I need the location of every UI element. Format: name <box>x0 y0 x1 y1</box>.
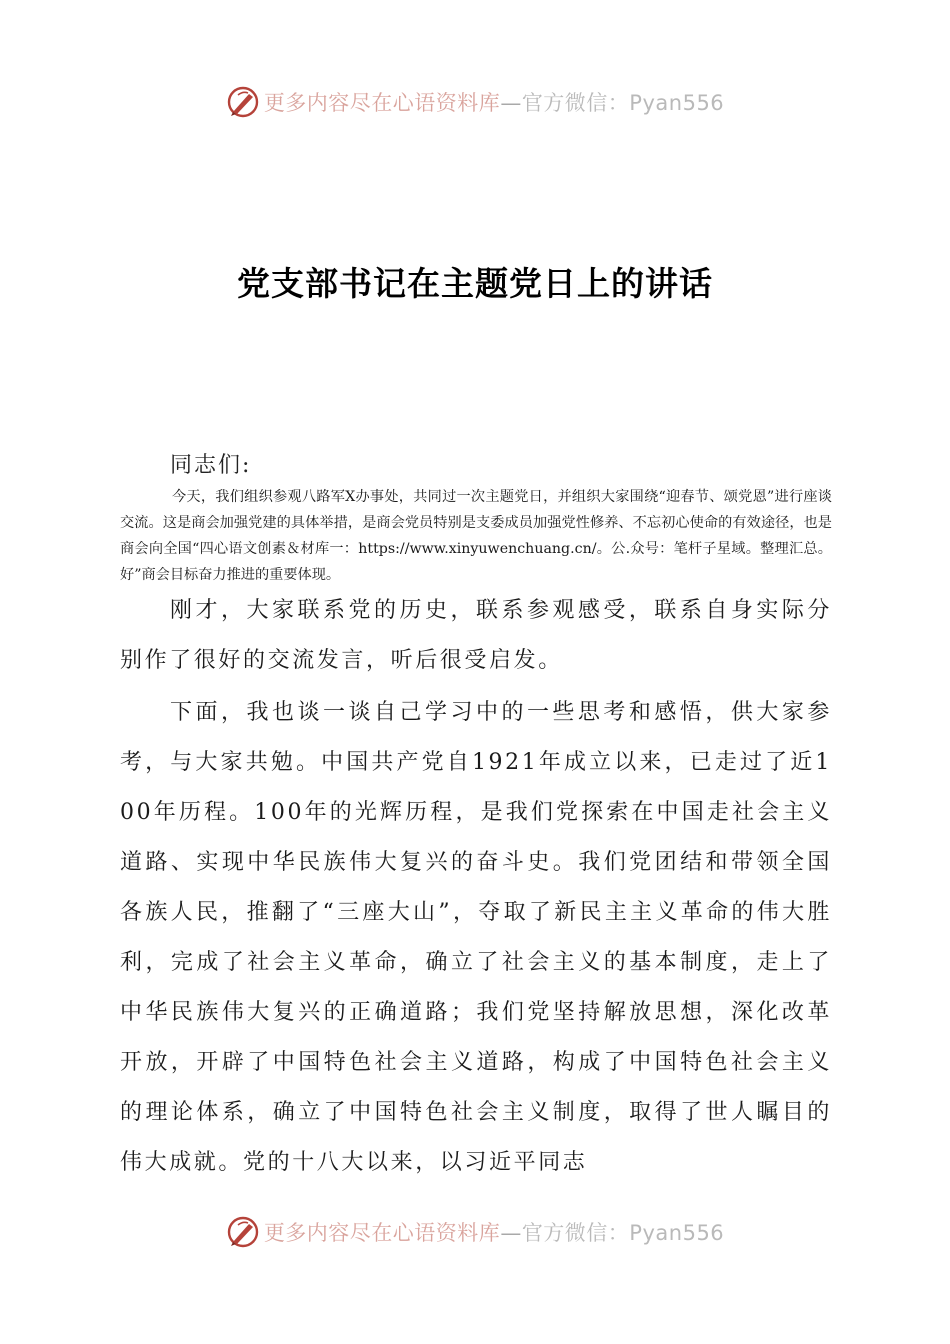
pen-logo-icon <box>226 85 260 119</box>
watermark-brand: 更多内容尽在心语资料库 <box>263 91 501 115</box>
header-watermark <box>0 82 950 122</box>
watermark-brand: 更多内容尽在心语资料库 <box>263 1221 501 1245</box>
footer-watermark <box>0 1212 950 1252</box>
watermark-wechat: 官方微信：Pyan556 <box>521 91 725 115</box>
pen-logo-icon <box>226 1215 260 1249</box>
watermark-text <box>264 87 724 117</box>
body-paragraph: 刚才，大家联系党的历史，联系参观感受，联系自身实际分别作了很好的交流发言，听后很受启发。 <box>120 598 832 673</box>
document-title: 党支部书记在主题党日上的讲话 <box>237 264 713 303</box>
watermark-text <box>264 1217 724 1247</box>
intro-paragraph: 今天，我们组织参观八路军X办事处，共同过一次主题党日，并组织大家围绕“迎春节、颂党恩”进行座谈交流。这是商会加强党建的具体举措，是商会党员特别是支委成员加强党性修养、不忘初心使命的有效途径，也是商会向全国“四心语文创素＆材库一：https://www.xinyuwenchuang.cn/。公.众号：笔杆子星域。整理汇总。好”商会目标奋力推进的重要体现。 <box>120 489 832 583</box>
body-paragraph: 下面，我也谈一谈自己学习中的一些思考和感悟，供大家参考，与大家共勉。中国共产党自1921年成立以来，已走过了近100年历程。100年的光辉历程，是我们党探索在中国走社会主义道路、实现中华民族伟大复兴的奋斗史。我们党团结和带领全国各族人民，推翻了“三座大山”，夺取了新民主主义革命的伟大胜利，完成了社会主义革命，确立了社会主义的基本制度，走上了中华民族伟大复兴的正确道路；我们党坚持解放思想，深化改革开放，开辟了中国特色社会主义道路，构成了中国特色社会主义的理论体系，确立了中国特色社会主义制度，取得了世人瞩目的伟大成就。党的十八大以来，以习近平同志 <box>120 700 832 1175</box>
watermark-separator: — <box>500 91 522 115</box>
watermark-separator: — <box>500 1221 522 1245</box>
watermark-wechat: 官方微信：Pyan556 <box>521 1221 725 1245</box>
greeting: 同志们: <box>170 453 252 478</box>
